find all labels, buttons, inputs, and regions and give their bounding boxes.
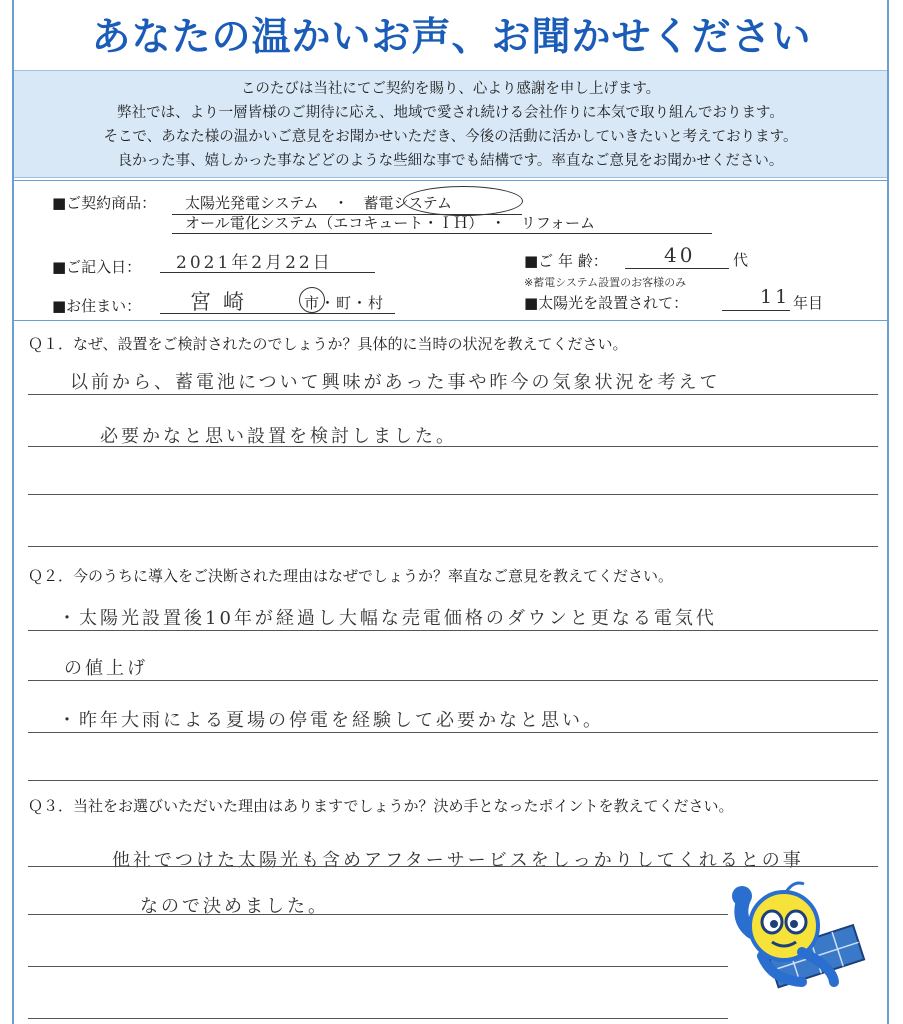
product-options-line2: オール電化システム（エコキュート・ＩＨ） ・ リフォーム	[185, 214, 595, 232]
solar-years-value: 11	[760, 286, 791, 308]
ruled-line	[28, 866, 878, 867]
ruled-line	[28, 732, 878, 733]
address-value: 宮崎	[190, 290, 256, 314]
solar-years-unit: 年目	[793, 294, 824, 312]
ruled-line	[28, 966, 728, 967]
date-label: ■ご記入日：	[52, 258, 142, 276]
answer-1-line: 以前から、蓄電池について興味があった事や昨今の気象状況を考えて	[70, 372, 721, 393]
product-options-line1: 太陽光発電システム ・ 蓄電システム	[185, 194, 453, 212]
product-label: ■ご契約商品：	[52, 194, 157, 212]
ruled-line	[28, 630, 878, 631]
sun-mascot-illustration	[722, 880, 872, 1000]
ruled-line	[28, 914, 728, 915]
underline	[625, 268, 729, 269]
selected-circle-mark	[299, 287, 325, 313]
answer-2-line: の値上げ	[64, 658, 148, 679]
storage-note: ※蓄電システム設置のお客様のみ	[524, 276, 687, 289]
answer-3-line: 他社でつけた太陽光も含めアフターサービスをしっかりしてくれるとの事	[112, 850, 804, 871]
underline	[160, 313, 395, 314]
date-value: 2021年2月22日	[176, 253, 333, 273]
divider	[14, 180, 887, 181]
question-2: Ｑ２．今のうちに導入をご決断された理由はなぜでしょうか？率直なご意見を教えてください。	[28, 567, 674, 585]
underline	[160, 272, 375, 273]
age-unit: 代	[733, 251, 749, 269]
ruled-line	[28, 494, 878, 495]
ruled-line	[28, 394, 878, 395]
ruled-line	[28, 1018, 728, 1019]
address-unit: 市・町・村	[304, 294, 385, 312]
underline	[172, 233, 712, 234]
age-label: ■ご 年 齢：	[524, 252, 608, 270]
intro-line: 弊社では、より一層皆様のご期待に応え、地域で愛され続ける会社作りに本気で取り組んでおります。	[117, 105, 784, 121]
answer-2-line: ・昨年大雨による夏場の停電を経験して必要かなと思い。	[58, 710, 604, 731]
answer-2-line: ・太陽光設置後10年が経過し大幅な売電価格のダウンと更なる電気代	[58, 608, 717, 629]
question-1: Ｑ１．なぜ、設置をご検討されたのでしょうか？具体的に当時の状況を教えてください。	[28, 335, 628, 353]
ruled-line	[28, 546, 878, 547]
answer-1-line: 必要かなと思い設置を検討しました。	[100, 426, 457, 447]
answer-3-line: なので決めました。	[140, 896, 329, 917]
question-3: Ｑ３．当社をお選びいただいた理由はありますでしょうか？決め手となったポイントを教えてください。	[28, 797, 734, 815]
underline	[722, 310, 790, 311]
age-value: 40	[664, 243, 696, 267]
intro-line: そこで、あなた様の温かいご意見をお聞かせいただき、今後の活動に活かしていきたいと考えております。	[103, 129, 798, 145]
ruled-line	[28, 446, 878, 447]
address-label: ■お住まい：	[52, 297, 142, 315]
intro-box	[14, 70, 887, 178]
solar-years-label: ■太陽光を設置されて：	[524, 294, 689, 312]
intro-line: 良かった事、嬉しかった事などどのような些細な事でも結構です。率直なご意見をお聞かせください。	[117, 153, 784, 169]
ruled-line	[28, 780, 878, 781]
divider	[14, 320, 887, 321]
intro-line: このたびは当社にてご契約を賜り、心より感謝を申し上げます。	[240, 81, 661, 97]
page-title: あなたの温かいお声、お聞かせください	[91, 15, 812, 60]
ruled-line	[28, 680, 878, 681]
